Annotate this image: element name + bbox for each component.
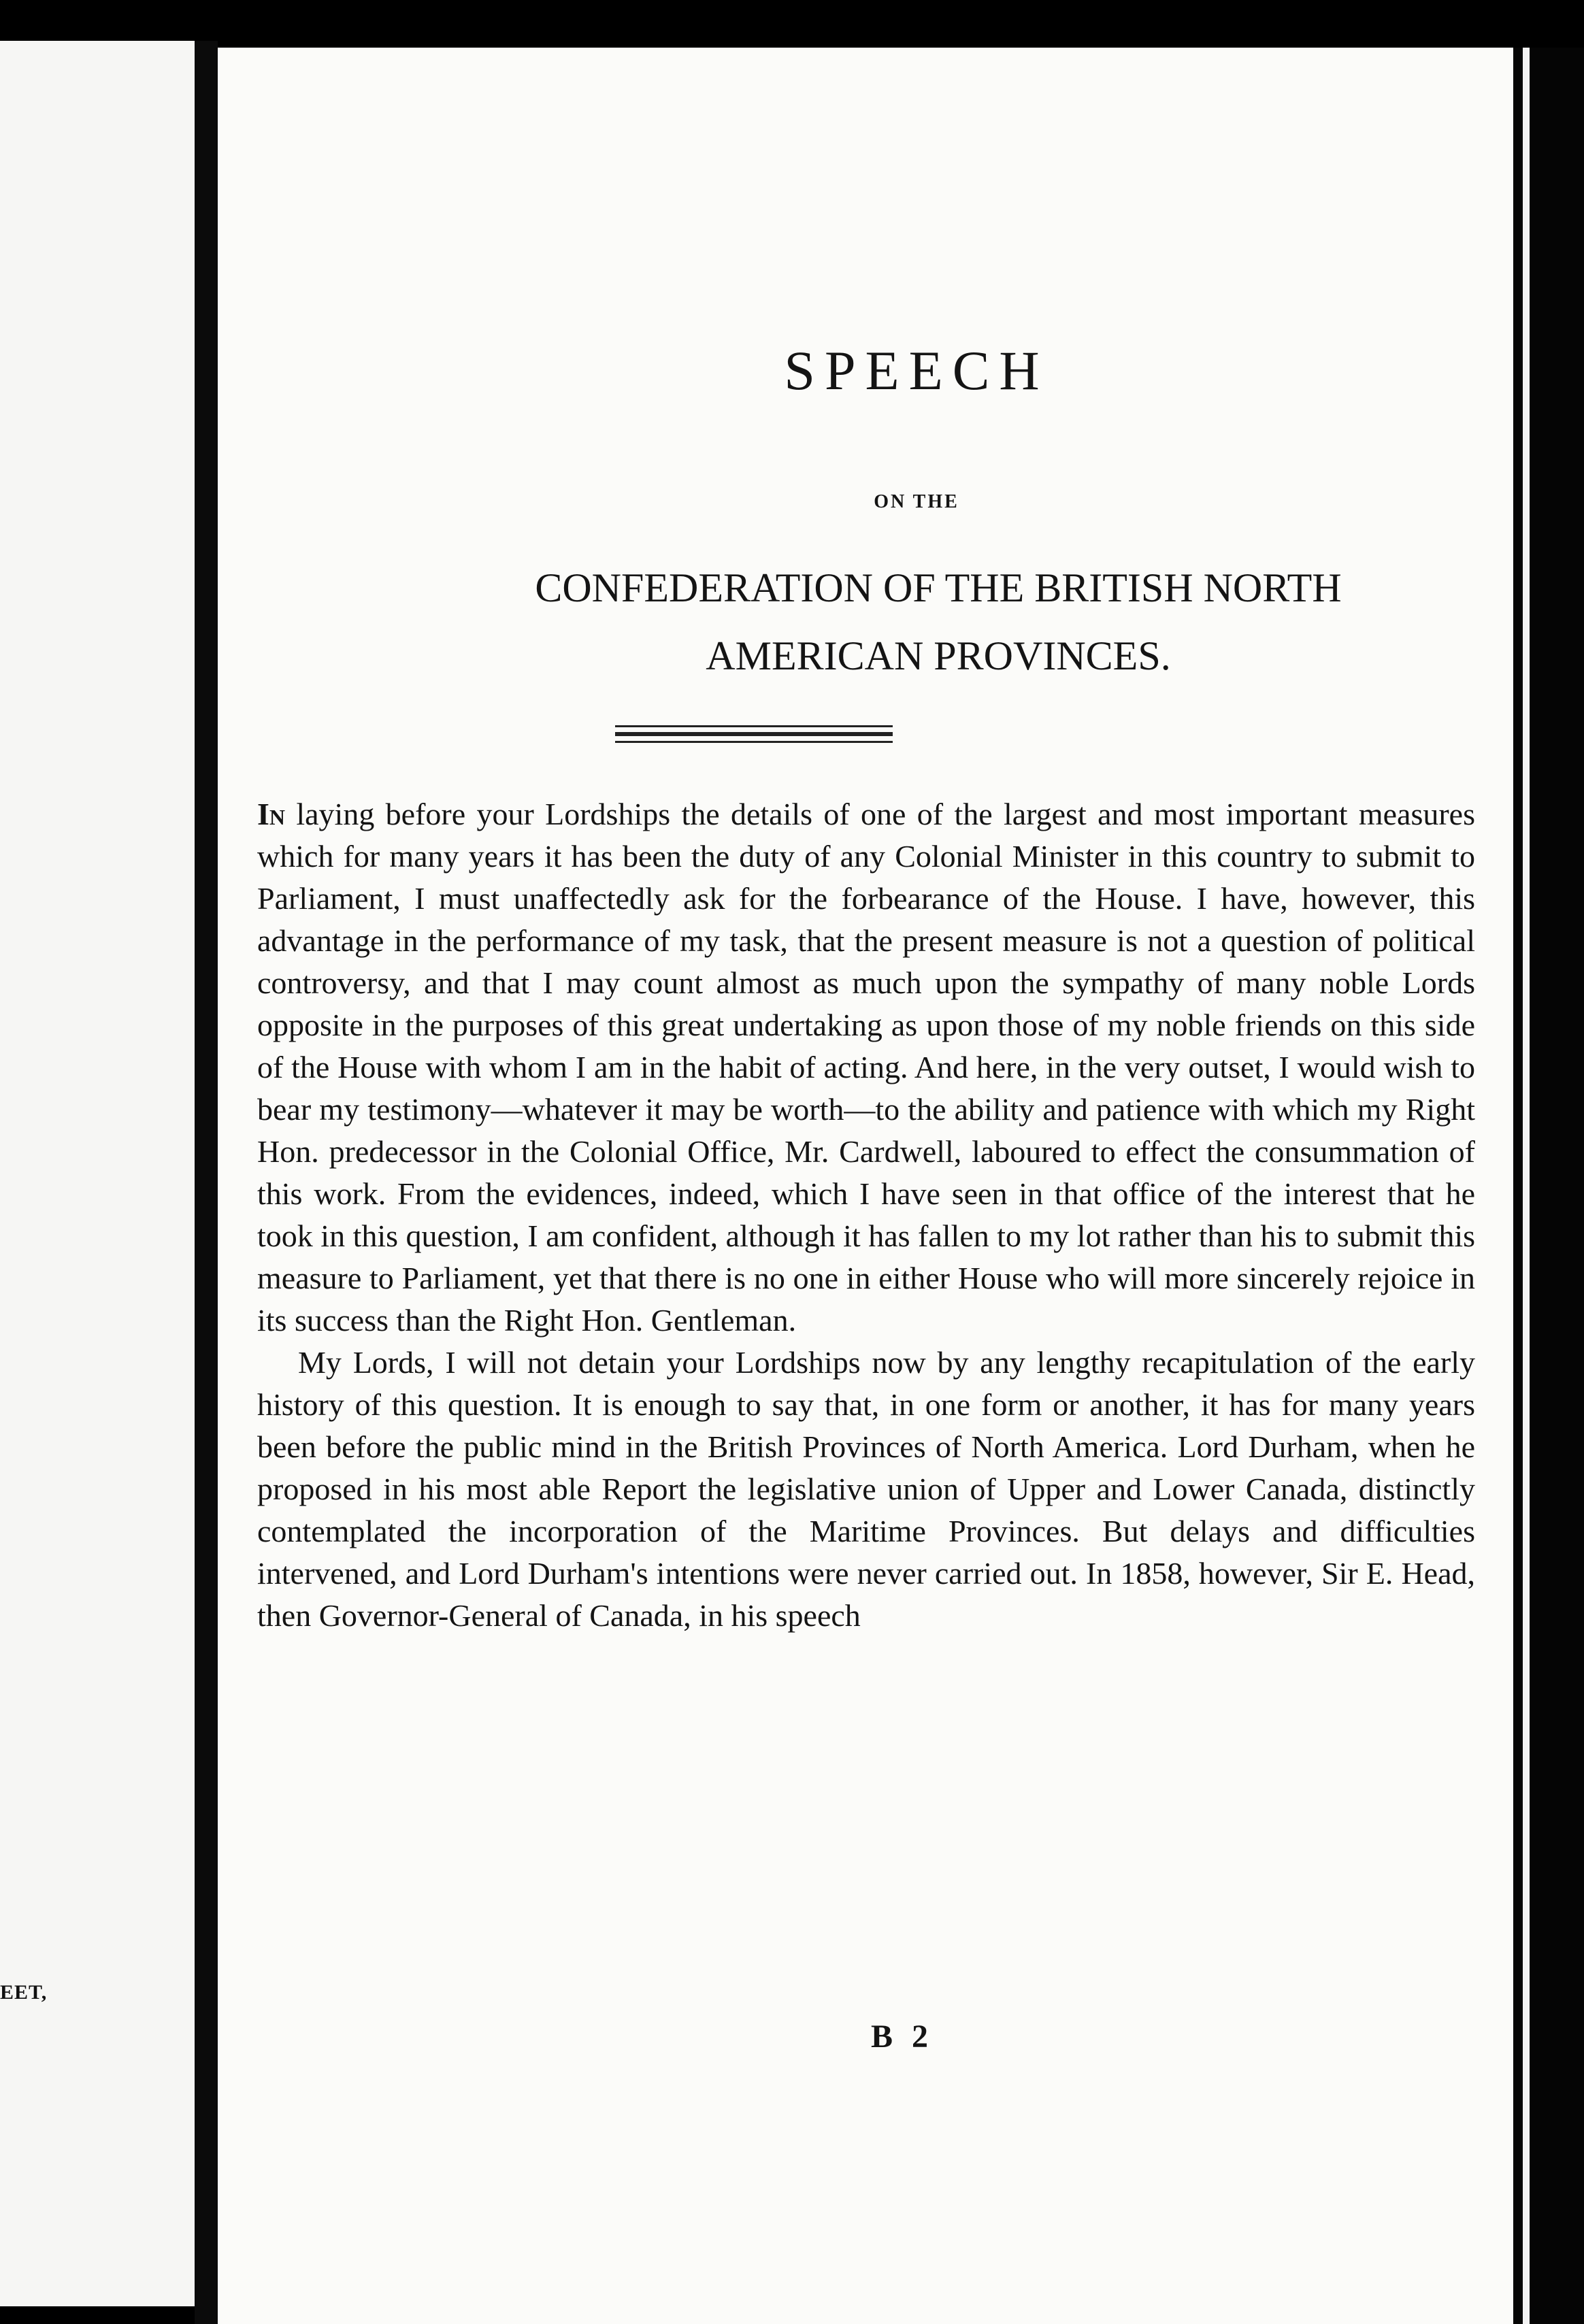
paragraph-2: My Lords, I will not detain your Lordships now by any lengthy recapitulation of the early history of this question. It is enough to say that, in one form or another, it has for many years been before the public mind in the British Provinces of North America. Lord Durham, when he proposed in his most able Report the legislative union of Upper and Lower Canada, distinctly contemplated the incorporation of the Maritime Provinces. But delays and difficulties intervened, and Lord Durham's intentions were never carried out. In 1858, however, Sir E. Head, then Governor-General of Canada, in his speech	[257, 1345, 1475, 1633]
paragraph-1	[257, 793, 1475, 1342]
page-subtitle	[254, 554, 1520, 690]
paragraph-1-lead: In	[257, 797, 286, 831]
subtitle-line-1: CONFEDERATION OF THE BRITISH NORTH	[535, 565, 1342, 610]
paragraph-1-text: laying before your Lordships the details of one of the largest and most important measures which for many years it has been the duty of any Colonial Minister in this country to submit to Parliament, I must unaffectedly ask for the forbearance of the House. I have, however, this advantage in the performance of my task, that the present measure is not a question of political controversy, and that I may count almost as much upon the sympathy of many noble Lords opposite in the purposes of this great undertaking as upon those of my noble friends on this side of the House with whom I am in the habit of acting. And here, in the very outset, I would wish to bear my testimony—whatever it may be worth—to the ability and patience with which my Right Hon. predecessor in the Colonial Office, Mr. Cardwell, laboured to effect the consummation of this work. From the evidences, indeed, which I have seen in that office of the interest that he took in this question, I am confident, although it has fallen to my lot rather than his to submit this measure to Parliament, yet that there is no one in either House who will more sincerely rejoice in its success than the Right Hon. Gentleman.	[257, 797, 1475, 1338]
book-gutter	[195, 41, 218, 2324]
facing-page-text-fragment: EET,	[0, 1981, 48, 2004]
divider-line-bottom	[615, 741, 893, 743]
facing-page-strip	[0, 41, 195, 2306]
signature-mark: B 2	[871, 2019, 934, 2055]
speech-body	[257, 793, 1475, 1637]
page-edge-stripe	[1523, 48, 1530, 2324]
divider-line-top	[615, 725, 893, 727]
title-divider-rule	[615, 725, 893, 748]
page-title: SPEECH	[784, 339, 1049, 401]
subtitle-line-2: AMERICAN PROVINCES.	[706, 633, 1171, 678]
divider-line-middle	[615, 732, 893, 736]
title-connector: ON THE	[874, 491, 959, 512]
page-edge	[1513, 48, 1584, 2324]
book-page	[218, 48, 1513, 2324]
